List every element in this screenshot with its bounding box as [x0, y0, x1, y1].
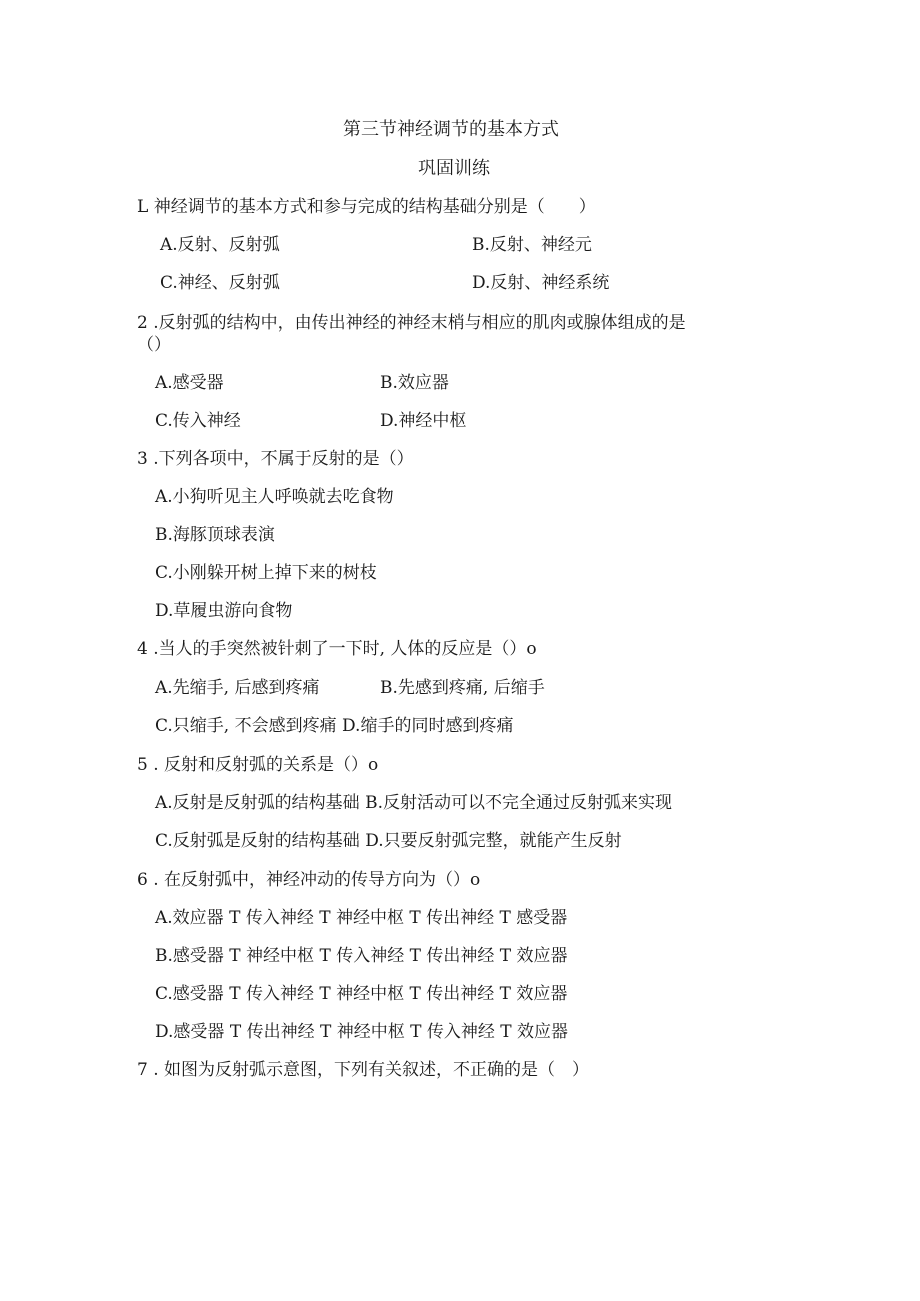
question-4-option-cd: C.只缩手, 不会感到疼痛 D.缩手的同时感到疼痛 [155, 716, 514, 736]
page-title: 第三节神经调节的基本方式 [343, 119, 559, 140]
question-3-option-c: C.小刚躲开树上掉下来的树枝 [155, 563, 377, 583]
question-5-option-ab: A.反射是反射弧的结构基础 B.反射活动可以不完全通过反射弧来实现 [155, 793, 672, 813]
question-4-stem: 4 .当人的手突然被针刺了一下时, 人体的反应是（）o [137, 639, 537, 659]
question-2-option-a: A.感受器 [155, 373, 224, 393]
question-6-stem: 6 . 在反射弧中，神经冲动的传导方向为（）o [137, 870, 481, 890]
question-1-option-d: D.反射、神经系统 [472, 273, 610, 293]
question-1-option-a: A.反射、反射弧 [160, 235, 280, 255]
question-2-stem: 2 .反射弧的结构中，由传出神经的神经末梢与相应的肌肉或腺体组成的是 [137, 313, 686, 333]
question-6-option-b: B.感受器 T 神经中枢 T 传入神经 T 传出神经 T 效应器 [155, 946, 568, 966]
question-4-option-a: A.先缩手, 后感到疼痛 [155, 678, 320, 698]
question-2-option-d: D.神经中枢 [380, 411, 467, 431]
question-1-stem: L 神经调节的基本方式和参与完成的结构基础分别是（ ） [137, 197, 596, 217]
question-3-stem: 3 .下列各项中，不属于反射的是（） [137, 449, 414, 469]
question-5-option-cd: C.反射弧是反射的结构基础 D.只要反射弧完整，就能产生反射 [155, 831, 622, 851]
question-6-option-a: A.效应器 T 传入神经 T 神经中枢 T 传出神经 T 感受器 [155, 908, 568, 928]
question-4-option-b: B.先感到疼痛, 后缩手 [380, 678, 545, 698]
question-6-option-c: C.感受器 T 传入神经 T 神经中枢 T 传出神经 T 效应器 [155, 984, 568, 1004]
question-6-option-d: D.感受器 T 传出神经 T 神经中枢 T 传入神经 T 效应器 [155, 1022, 569, 1042]
question-2-stem-cont: （） [137, 335, 171, 355]
question-3-option-d: D.草履虫游向食物 [155, 601, 293, 621]
question-2-option-b: B.效应器 [380, 373, 449, 393]
question-1-option-c: C.神经、反射弧 [160, 273, 280, 293]
question-2-option-c: C.传入神经 [155, 411, 241, 431]
question-1-option-b: B.反射、神经元 [472, 235, 592, 255]
question-7-stem: 7 . 如图为反射弧示意图，下列有关叙述，不正确的是（ ） [137, 1060, 590, 1080]
question-3-option-b: B.海豚顶球表演 [155, 525, 275, 545]
question-5-stem: 5 . 反射和反射弧的关系是（）o [137, 755, 379, 775]
question-3-option-a: A.小狗听见主人呼唤就去吃食物 [155, 487, 394, 507]
page-subtitle: 巩固训练 [418, 158, 490, 179]
